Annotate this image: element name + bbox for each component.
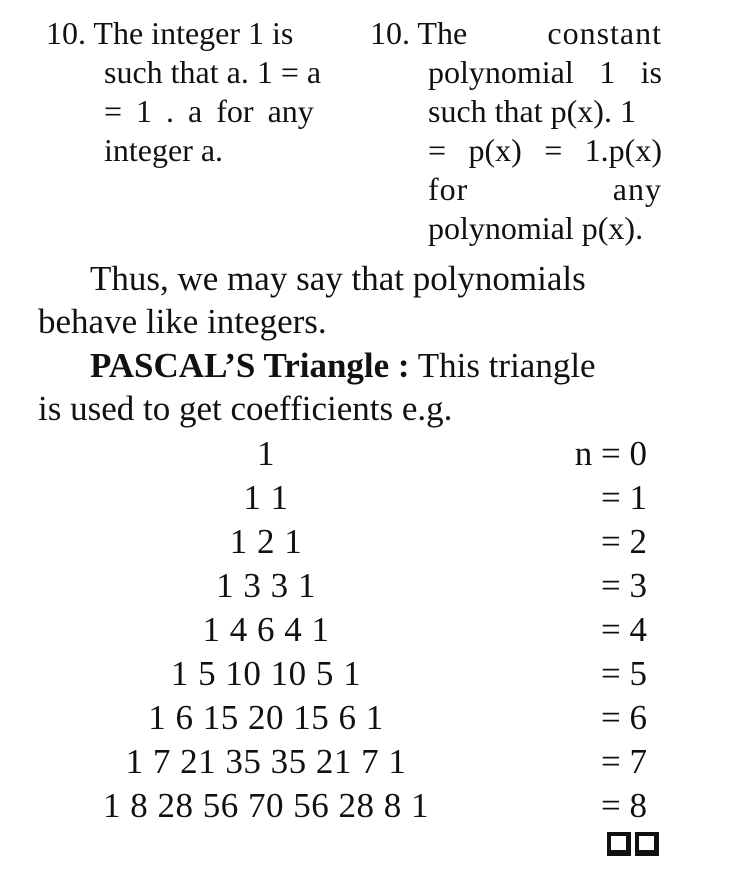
- polynomial-identity-item: [370, 14, 662, 248]
- triangle-row-7: 1 7 21 35 35 21 7 1: [125, 742, 407, 781]
- polynomial-line-2-word-1: polynomial: [428, 54, 574, 90]
- triangle-row-1: 1 1: [243, 478, 289, 517]
- triangle-row-2: 1 2 1: [229, 522, 303, 561]
- triangle-row-5: 1 5 10 10 5 1: [170, 654, 362, 693]
- n-label-5: = 5: [601, 654, 647, 693]
- n-label-2: = 2: [601, 522, 647, 561]
- polynomial-line-4-part-4: 1.p(x): [584, 132, 662, 168]
- n-label-0: n = 0: [574, 434, 647, 473]
- triangle-row-3: 1 3 3 1: [216, 566, 316, 605]
- integer-line-3: = 1 . a for any: [104, 93, 314, 129]
- polynomial-line-1-start: 10. The: [370, 15, 468, 51]
- n-label-8: = 8: [601, 786, 647, 825]
- polynomial-line-2: [370, 53, 662, 92]
- end-box-icon: [635, 832, 659, 856]
- n-label-1: = 1: [601, 478, 647, 517]
- integer-line-2: such that a. 1 = a: [104, 54, 322, 90]
- polynomial-line-5-start: for: [428, 171, 469, 207]
- polynomial-line-4-part-3: =: [544, 132, 563, 168]
- triangle-row-4: 1 4 6 4 1: [202, 610, 330, 649]
- polynomial-line-2-word-2: 1: [599, 54, 616, 90]
- polynomial-line-1: [370, 14, 662, 53]
- pascal-intro-text: This triangle: [409, 346, 596, 385]
- triangle-row-0: 1: [257, 434, 275, 473]
- n-label-6: = 6: [601, 698, 647, 737]
- n-label-3: = 3: [601, 566, 647, 605]
- polynomial-line-4-part-1: =: [428, 132, 447, 168]
- polynomial-line-4: [370, 131, 662, 170]
- integer-line-1: 10. The integer 1 is: [46, 15, 294, 51]
- n-label-7: = 7: [601, 742, 647, 781]
- pascal-intro-line-2: is used to get coefficients e.g.: [38, 389, 453, 428]
- polynomial-line-6: polynomial p(x).: [428, 210, 644, 246]
- polynomial-line-4-part-2: p(x): [468, 132, 522, 168]
- integer-line-4: integer a.: [104, 132, 224, 168]
- end-marker: [607, 832, 659, 856]
- triangle-row-6: 1 6 15 20 15 6 1: [148, 698, 384, 737]
- n-label-4: = 4: [601, 610, 647, 649]
- polynomial-line-1-end: constant: [547, 15, 662, 51]
- polynomial-line-5-end: any: [612, 171, 662, 207]
- integer-identity-item: [46, 14, 338, 170]
- polynomials-behave-paragraph: [38, 257, 663, 343]
- polynomial-line-5: [370, 170, 662, 209]
- triangle-row-8: 1 8 28 56 70 56 28 8 1: [103, 786, 429, 825]
- pascal-heading: PASCAL’S Triangle :: [90, 346, 410, 385]
- paragraph-line-1: Thus, we may say that polynomials: [90, 259, 586, 298]
- end-box-icon: [607, 832, 631, 856]
- paragraph-line-2: behave like integers.: [38, 302, 327, 341]
- pascal-intro-paragraph: [38, 344, 663, 430]
- pascal-intro-line-1: [38, 344, 663, 387]
- polynomial-line-3: such that p(x). 1: [428, 93, 636, 129]
- polynomial-line-2-word-3: is: [640, 54, 662, 90]
